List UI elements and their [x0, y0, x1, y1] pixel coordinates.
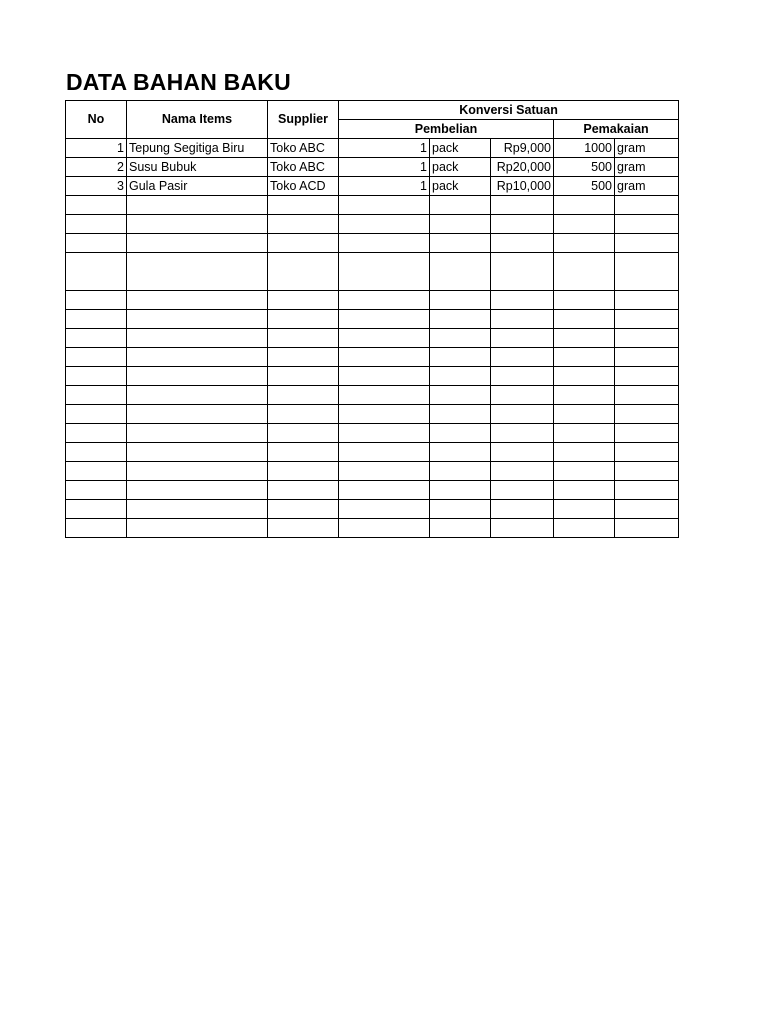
empty-cell[interactable]	[491, 329, 554, 348]
empty-cell[interactable]	[554, 215, 615, 234]
cell-unit[interactable]: pack	[430, 158, 491, 177]
empty-cell[interactable]	[554, 519, 615, 538]
cell-use-unit[interactable]: gram	[615, 177, 679, 196]
empty-cell[interactable]	[339, 196, 430, 215]
empty-row	[66, 462, 679, 481]
empty-cell[interactable]	[430, 253, 491, 291]
empty-cell[interactable]	[66, 196, 127, 215]
empty-cell[interactable]	[554, 462, 615, 481]
empty-cell[interactable]	[430, 386, 491, 405]
empty-row	[66, 481, 679, 500]
empty-cell[interactable]	[127, 348, 268, 367]
empty-cell[interactable]	[66, 519, 127, 538]
empty-cell[interactable]	[430, 500, 491, 519]
empty-cell[interactable]	[554, 234, 615, 253]
empty-cell[interactable]	[615, 443, 679, 462]
empty-cell[interactable]	[491, 386, 554, 405]
empty-cell[interactable]	[491, 348, 554, 367]
header-pemakaian[interactable]: Pemakaian	[554, 120, 679, 139]
empty-cell[interactable]	[615, 196, 679, 215]
empty-cell[interactable]	[554, 481, 615, 500]
empty-cell[interactable]	[66, 234, 127, 253]
empty-cell[interactable]	[66, 367, 127, 386]
empty-cell[interactable]	[339, 253, 430, 291]
empty-cell[interactable]	[268, 196, 339, 215]
empty-cell[interactable]	[430, 291, 491, 310]
empty-cell[interactable]	[127, 481, 268, 500]
empty-cell[interactable]	[339, 424, 430, 443]
empty-row	[66, 424, 679, 443]
empty-cell[interactable]	[554, 443, 615, 462]
empty-cell[interactable]	[268, 405, 339, 424]
empty-cell[interactable]	[66, 310, 127, 329]
empty-cell[interactable]	[491, 481, 554, 500]
empty-row	[66, 291, 679, 310]
empty-cell[interactable]	[491, 291, 554, 310]
empty-cell[interactable]	[268, 329, 339, 348]
empty-cell[interactable]	[66, 424, 127, 443]
empty-cell[interactable]	[554, 310, 615, 329]
empty-cell[interactable]	[615, 500, 679, 519]
empty-cell[interactable]	[127, 253, 268, 291]
empty-cell[interactable]	[615, 234, 679, 253]
empty-cell[interactable]	[554, 405, 615, 424]
empty-cell[interactable]	[615, 462, 679, 481]
empty-cell[interactable]	[339, 519, 430, 538]
empty-cell[interactable]	[268, 481, 339, 500]
empty-cell[interactable]	[615, 367, 679, 386]
empty-cell[interactable]	[491, 519, 554, 538]
sheet-title: DATA BAHAN BAKU	[66, 69, 291, 95]
empty-cell[interactable]	[66, 291, 127, 310]
cell-qty[interactable]: 1	[339, 139, 430, 158]
empty-cell[interactable]	[339, 348, 430, 367]
empty-cell[interactable]	[615, 310, 679, 329]
empty-cell[interactable]	[615, 405, 679, 424]
empty-cell[interactable]	[554, 329, 615, 348]
empty-cell[interactable]	[339, 310, 430, 329]
empty-cell[interactable]	[127, 310, 268, 329]
empty-cell[interactable]	[554, 196, 615, 215]
empty-row	[66, 500, 679, 519]
cell-use-qty[interactable]: 500	[554, 158, 615, 177]
cell-use-qty[interactable]: 500	[554, 177, 615, 196]
table-body	[66, 139, 679, 538]
bahan-baku-table	[65, 100, 679, 538]
cell-supplier[interactable]: Toko ABC	[268, 158, 339, 177]
cell-price[interactable]: Rp10,000	[491, 177, 554, 196]
empty-cell[interactable]	[66, 253, 127, 291]
empty-row	[66, 348, 679, 367]
cell-unit[interactable]: pack	[430, 177, 491, 196]
empty-cell[interactable]	[430, 196, 491, 215]
empty-cell[interactable]	[615, 253, 679, 291]
empty-cell[interactable]	[491, 424, 554, 443]
empty-row	[66, 443, 679, 462]
empty-cell[interactable]	[268, 234, 339, 253]
empty-cell[interactable]	[339, 367, 430, 386]
empty-cell[interactable]	[615, 215, 679, 234]
cell-use-unit[interactable]: gram	[615, 139, 679, 158]
empty-cell[interactable]	[554, 291, 615, 310]
empty-cell[interactable]	[430, 367, 491, 386]
empty-cell[interactable]	[615, 519, 679, 538]
empty-cell[interactable]	[127, 519, 268, 538]
cell-use-qty[interactable]: 1000	[554, 139, 615, 158]
cell-supplier[interactable]: Toko ACD	[268, 177, 339, 196]
empty-cell[interactable]	[66, 215, 127, 234]
empty-cell[interactable]	[66, 481, 127, 500]
empty-cell[interactable]	[268, 386, 339, 405]
empty-cell[interactable]	[127, 234, 268, 253]
cell-qty[interactable]: 1	[339, 158, 430, 177]
empty-cell[interactable]	[339, 215, 430, 234]
cell-supplier[interactable]: Toko ABC	[268, 139, 339, 158]
empty-cell[interactable]	[491, 253, 554, 291]
empty-cell[interactable]	[268, 310, 339, 329]
empty-cell[interactable]	[339, 443, 430, 462]
cell-no[interactable]: 1	[66, 139, 127, 158]
empty-cell[interactable]	[430, 348, 491, 367]
empty-cell[interactable]	[127, 386, 268, 405]
empty-cell[interactable]	[430, 329, 491, 348]
header-pembelian[interactable]: Pembelian	[339, 120, 554, 139]
empty-cell[interactable]	[127, 462, 268, 481]
empty-row	[66, 215, 679, 234]
empty-row	[66, 310, 679, 329]
empty-cell[interactable]	[554, 253, 615, 291]
empty-cell[interactable]	[268, 519, 339, 538]
empty-cell[interactable]	[554, 386, 615, 405]
empty-cell[interactable]	[491, 310, 554, 329]
empty-cell[interactable]	[127, 329, 268, 348]
empty-row	[66, 405, 679, 424]
empty-cell[interactable]	[66, 500, 127, 519]
empty-cell[interactable]	[127, 196, 268, 215]
header-no[interactable]: No	[66, 101, 127, 139]
empty-cell[interactable]	[491, 462, 554, 481]
empty-cell[interactable]	[268, 424, 339, 443]
empty-cell[interactable]	[66, 443, 127, 462]
empty-cell[interactable]	[268, 367, 339, 386]
empty-row	[66, 253, 679, 291]
empty-cell[interactable]	[127, 405, 268, 424]
empty-cell[interactable]	[66, 329, 127, 348]
empty-cell[interactable]	[268, 443, 339, 462]
empty-cell[interactable]	[430, 462, 491, 481]
cell-qty[interactable]: 1	[339, 177, 430, 196]
empty-cell[interactable]	[66, 462, 127, 481]
empty-cell[interactable]	[268, 462, 339, 481]
empty-cell[interactable]	[268, 253, 339, 291]
header-nama-items[interactable]: Nama Items	[127, 101, 268, 139]
header-konversi-satuan[interactable]: Konversi Satuan	[339, 101, 679, 120]
empty-cell[interactable]	[127, 443, 268, 462]
empty-cell[interactable]	[430, 443, 491, 462]
empty-cell[interactable]	[491, 234, 554, 253]
empty-cell[interactable]	[339, 291, 430, 310]
cell-price[interactable]: Rp20,000	[491, 158, 554, 177]
empty-cell[interactable]	[491, 443, 554, 462]
empty-cell[interactable]	[615, 329, 679, 348]
empty-cell[interactable]	[66, 348, 127, 367]
empty-cell[interactable]	[339, 386, 430, 405]
cell-use-unit[interactable]: gram	[615, 158, 679, 177]
empty-cell[interactable]	[491, 500, 554, 519]
empty-cell[interactable]	[430, 215, 491, 234]
empty-cell[interactable]	[339, 234, 430, 253]
empty-cell[interactable]	[127, 500, 268, 519]
empty-cell[interactable]	[491, 405, 554, 424]
empty-cell[interactable]	[268, 215, 339, 234]
empty-cell[interactable]	[127, 291, 268, 310]
empty-cell[interactable]	[339, 481, 430, 500]
empty-cell[interactable]	[615, 291, 679, 310]
table-row	[66, 158, 679, 177]
empty-cell[interactable]	[66, 386, 127, 405]
empty-row	[66, 386, 679, 405]
empty-cell[interactable]	[430, 424, 491, 443]
empty-cell[interactable]	[615, 481, 679, 500]
empty-cell[interactable]	[491, 196, 554, 215]
cell-price[interactable]: Rp9,000	[491, 139, 554, 158]
cell-nama[interactable]: Gula Pasir	[127, 177, 268, 196]
empty-cell[interactable]	[615, 386, 679, 405]
cell-no[interactable]: 3	[66, 177, 127, 196]
table-row	[66, 139, 679, 158]
empty-cell[interactable]	[339, 462, 430, 481]
empty-cell[interactable]	[339, 500, 430, 519]
empty-cell[interactable]	[430, 310, 491, 329]
empty-cell[interactable]	[554, 500, 615, 519]
cell-unit[interactable]: pack	[430, 139, 491, 158]
empty-cell[interactable]	[554, 348, 615, 367]
empty-cell[interactable]	[127, 424, 268, 443]
empty-row	[66, 234, 679, 253]
empty-cell[interactable]	[430, 481, 491, 500]
empty-cell[interactable]	[339, 405, 430, 424]
empty-cell[interactable]	[268, 291, 339, 310]
empty-row	[66, 196, 679, 215]
empty-cell[interactable]	[554, 424, 615, 443]
empty-cell[interactable]	[66, 405, 127, 424]
cell-nama[interactable]: Susu Bubuk	[127, 158, 268, 177]
empty-cell[interactable]	[430, 234, 491, 253]
empty-row	[66, 329, 679, 348]
empty-cell[interactable]	[430, 405, 491, 424]
empty-row	[66, 367, 679, 386]
empty-cell[interactable]	[491, 367, 554, 386]
empty-cell[interactable]	[268, 500, 339, 519]
empty-cell[interactable]	[615, 348, 679, 367]
empty-cell[interactable]	[127, 215, 268, 234]
empty-row	[66, 519, 679, 538]
empty-cell[interactable]	[615, 424, 679, 443]
empty-cell[interactable]	[430, 519, 491, 538]
empty-cell[interactable]	[554, 367, 615, 386]
table-row	[66, 177, 679, 196]
empty-cell[interactable]	[491, 215, 554, 234]
empty-cell[interactable]	[339, 329, 430, 348]
header-supplier[interactable]: Supplier	[268, 101, 339, 139]
cell-nama[interactable]: Tepung Segitiga Biru	[127, 139, 268, 158]
cell-no[interactable]: 2	[66, 158, 127, 177]
empty-cell[interactable]	[268, 348, 339, 367]
empty-cell[interactable]	[127, 367, 268, 386]
